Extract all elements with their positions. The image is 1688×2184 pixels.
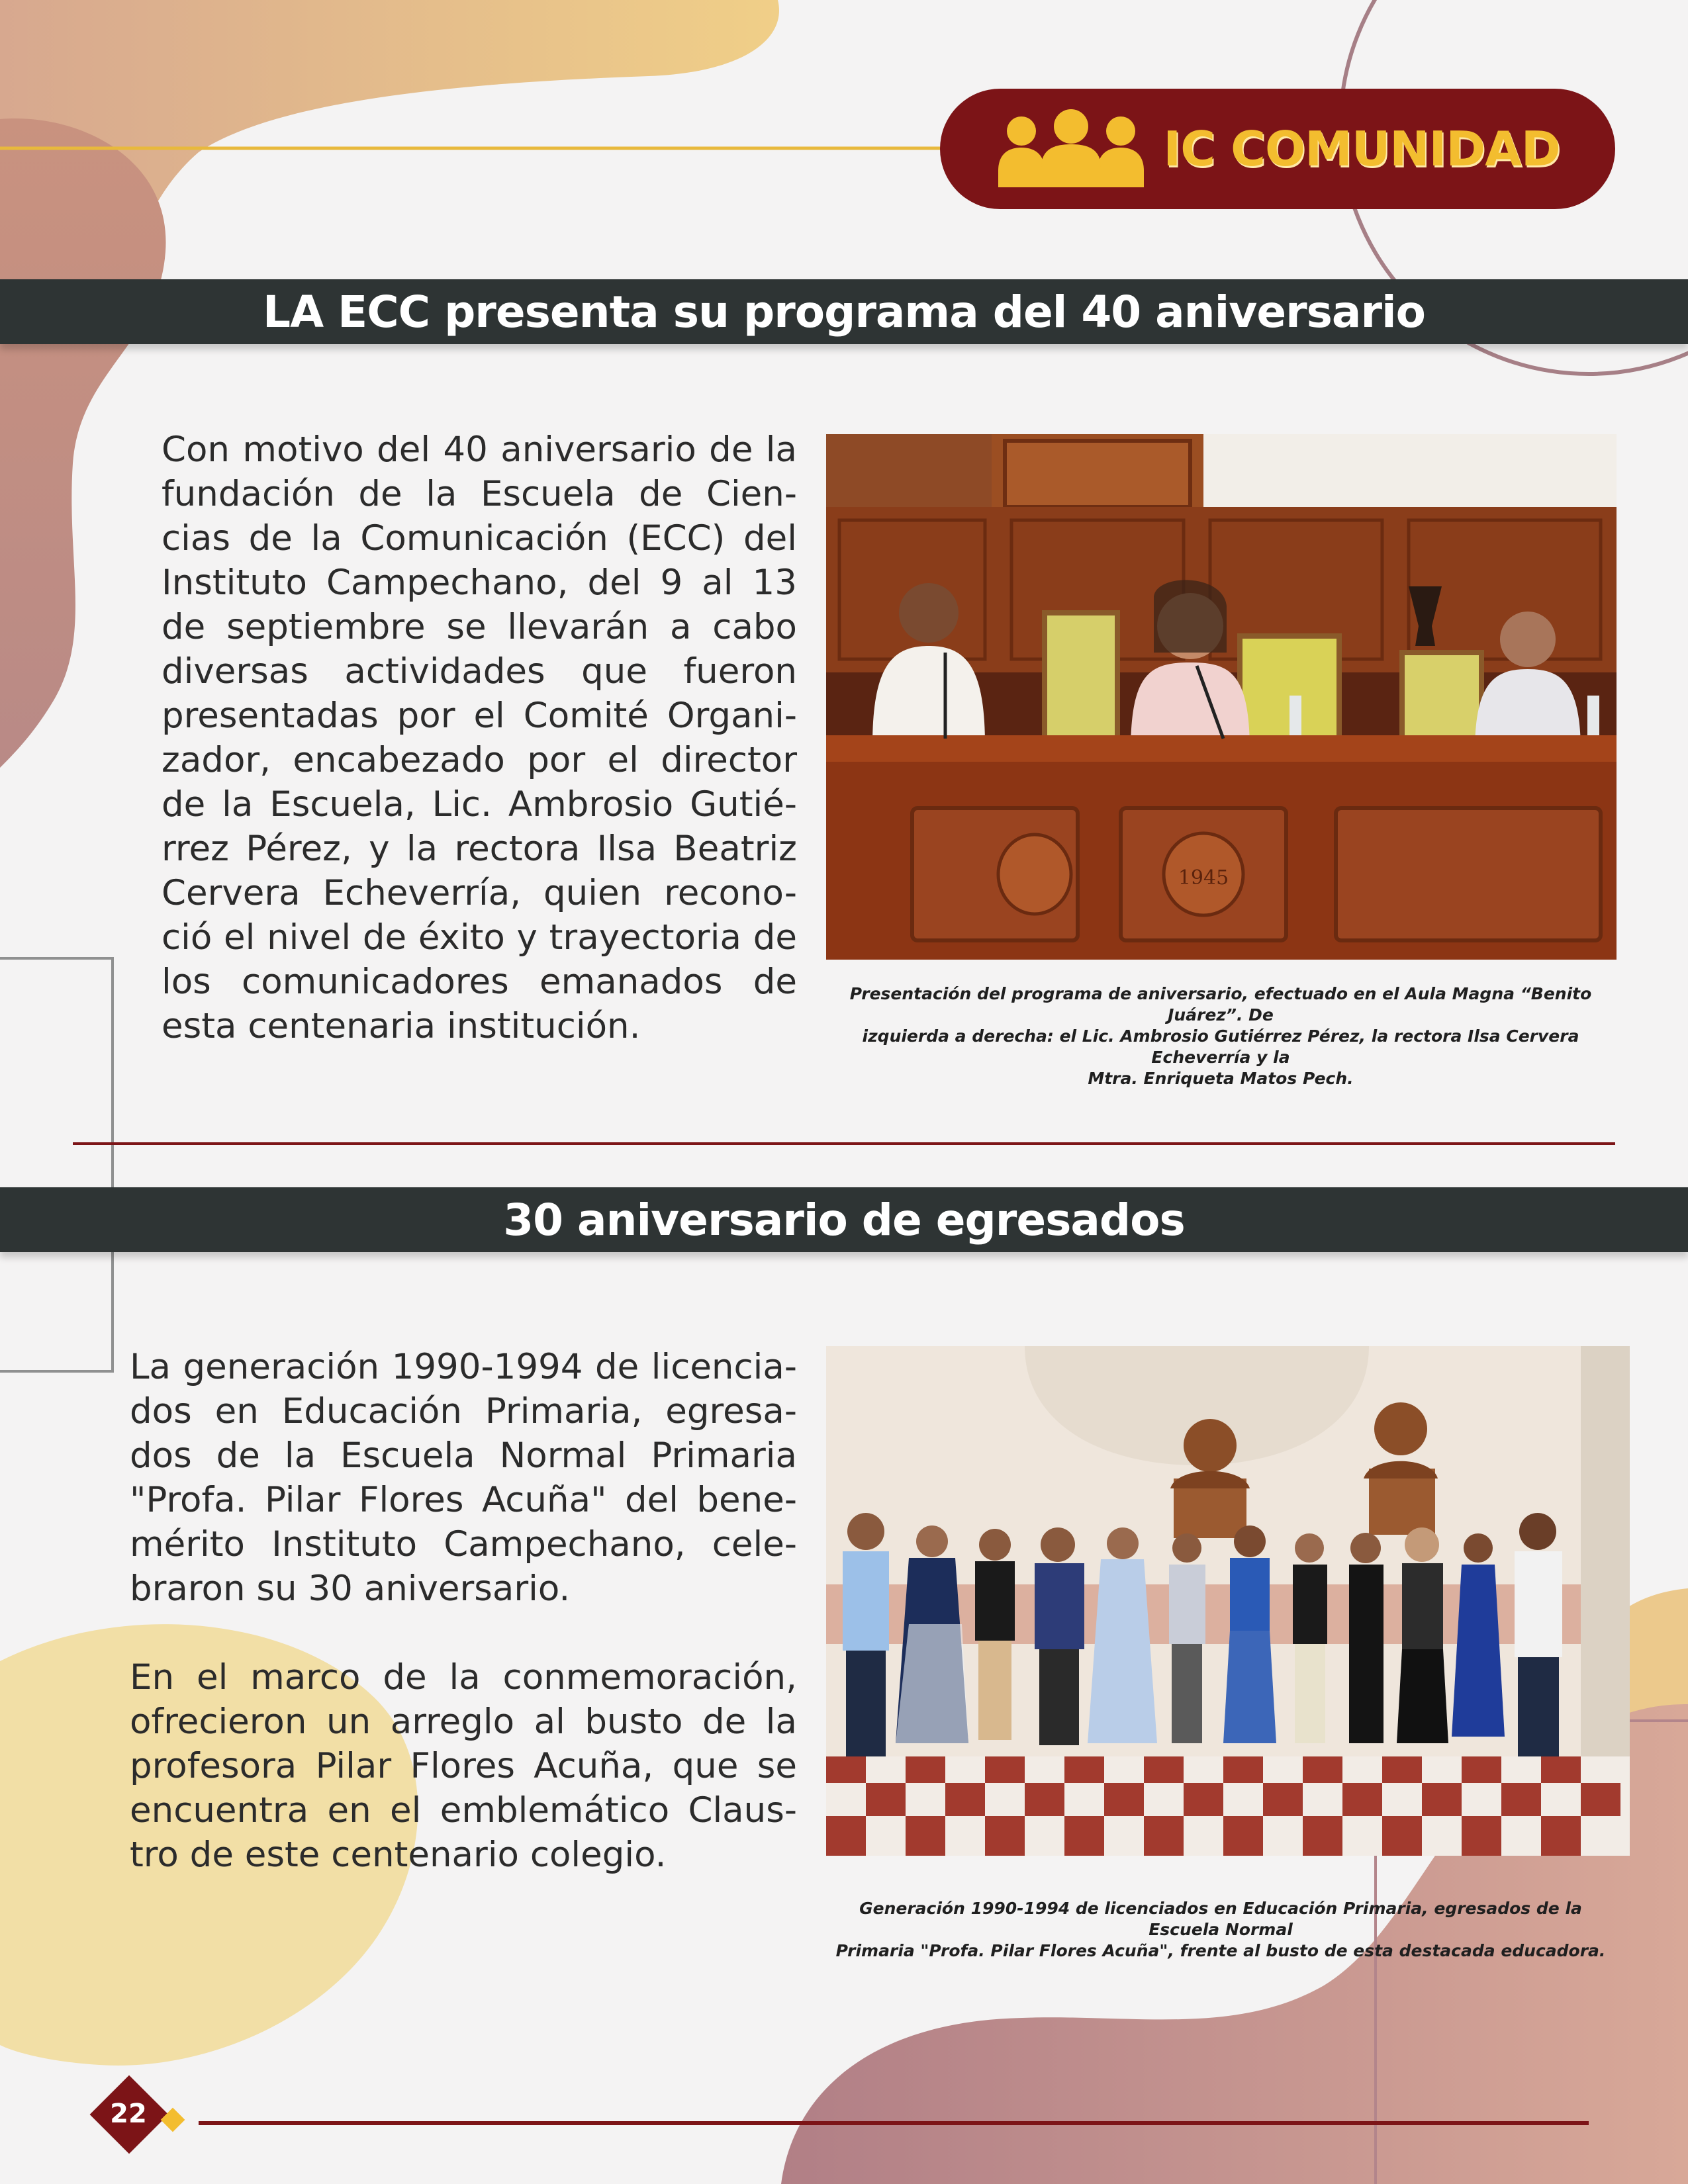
text-line: Con motivo del 40 aniversario de la [162,430,797,470]
text-line: dos en Educación Primaria, egresa- [130,1391,797,1432]
photo-panel-presentation [826,434,1617,960]
text-line: Instituto Campechano, del 9 al 13 [162,563,797,603]
text-line: ofrecieron un arreglo al busto de la [130,1702,797,1742]
text-line: diversas actividades que fueron [162,651,797,692]
page-number: 22 [110,2099,147,2129]
text-line: dos de la Escuela Normal Primaria [130,1435,797,1476]
caption-line: Generación 1990-1994 de licenciados en Educación Primaria, egresados de la Escuela Normal [859,1899,1582,1939]
section-title-egresados: 30 aniversario de egresados [0,1187,1688,1252]
text-line: presentadas por el Comité Organi- [162,696,797,736]
paragraph-spacer [130,1611,797,1655]
text-line: mérito Instituto Campechano, cele- [130,1524,797,1565]
text-line: "Profa. Pilar Flores Acuña" del bene- [130,1480,797,1520]
text-line: encuentra en el emblemático Claus- [130,1790,797,1831]
text-line: En el marco de la conmemoración, [130,1657,797,1698]
caption-line: izquierda a derecha: el Lic. Ambrosio Gutiérrez Pérez, la rectora Ilsa Cervera Echeverría y la [862,1026,1579,1067]
text-line: esta centenaria institución. [162,1006,641,1046]
text-line: tro de este centenario colegio. [130,1835,667,1875]
photo-group-graduates [826,1346,1630,1856]
caption-line: Presentación del programa de aniversario, efectuado en el Aula Magna “Benito Juárez”. De [849,984,1592,1024]
text-line: de la Escuela, Lic. Ambrosio Gutié- [162,784,797,825]
section-title-ecc: LA ECC presenta su programa del 40 aniversario [0,279,1688,344]
caption-line: Primaria "Profa. Pilar Flores Acuña", frente al busto de esta destacada educadora. [835,1941,1606,1960]
text-line: La generación 1990-1994 de licencia- [130,1347,797,1387]
text-line: los comunicadores emanados de [162,962,797,1002]
text-line: braron su 30 aniversario. [130,1569,571,1609]
section-badge [940,89,1615,209]
table-plaque-year: 1945 [1178,866,1229,889]
text-line: ció el nivel de éxito y trayectoria de [162,917,797,958]
section1-body [162,428,797,1048]
text-line: de septiembre se llevarán a cabo [162,607,797,647]
text-line: zador, encabezado por el director [162,740,797,780]
section2-body [130,1345,797,1877]
community-people-icon [995,108,1147,190]
caption-line: Mtra. Enriqueta Matos Pech. [1088,1069,1354,1088]
text-line: Cervera Echeverría, quien recono- [162,873,797,913]
text-line: rrez Pérez, y la rectora Ilsa Beatriz [162,829,797,869]
text-line: fundación de la Escuela de Cien- [162,474,797,514]
text-line: cias de la Comunicación (ECC) del [162,518,797,559]
photo1-caption [823,983,1618,1089]
text-line: profesora Pilar Flores Acuña, que se [130,1746,797,1786]
badge-title: IC COMUNIDAD [1163,121,1560,177]
photo2-caption [823,1898,1618,1962]
